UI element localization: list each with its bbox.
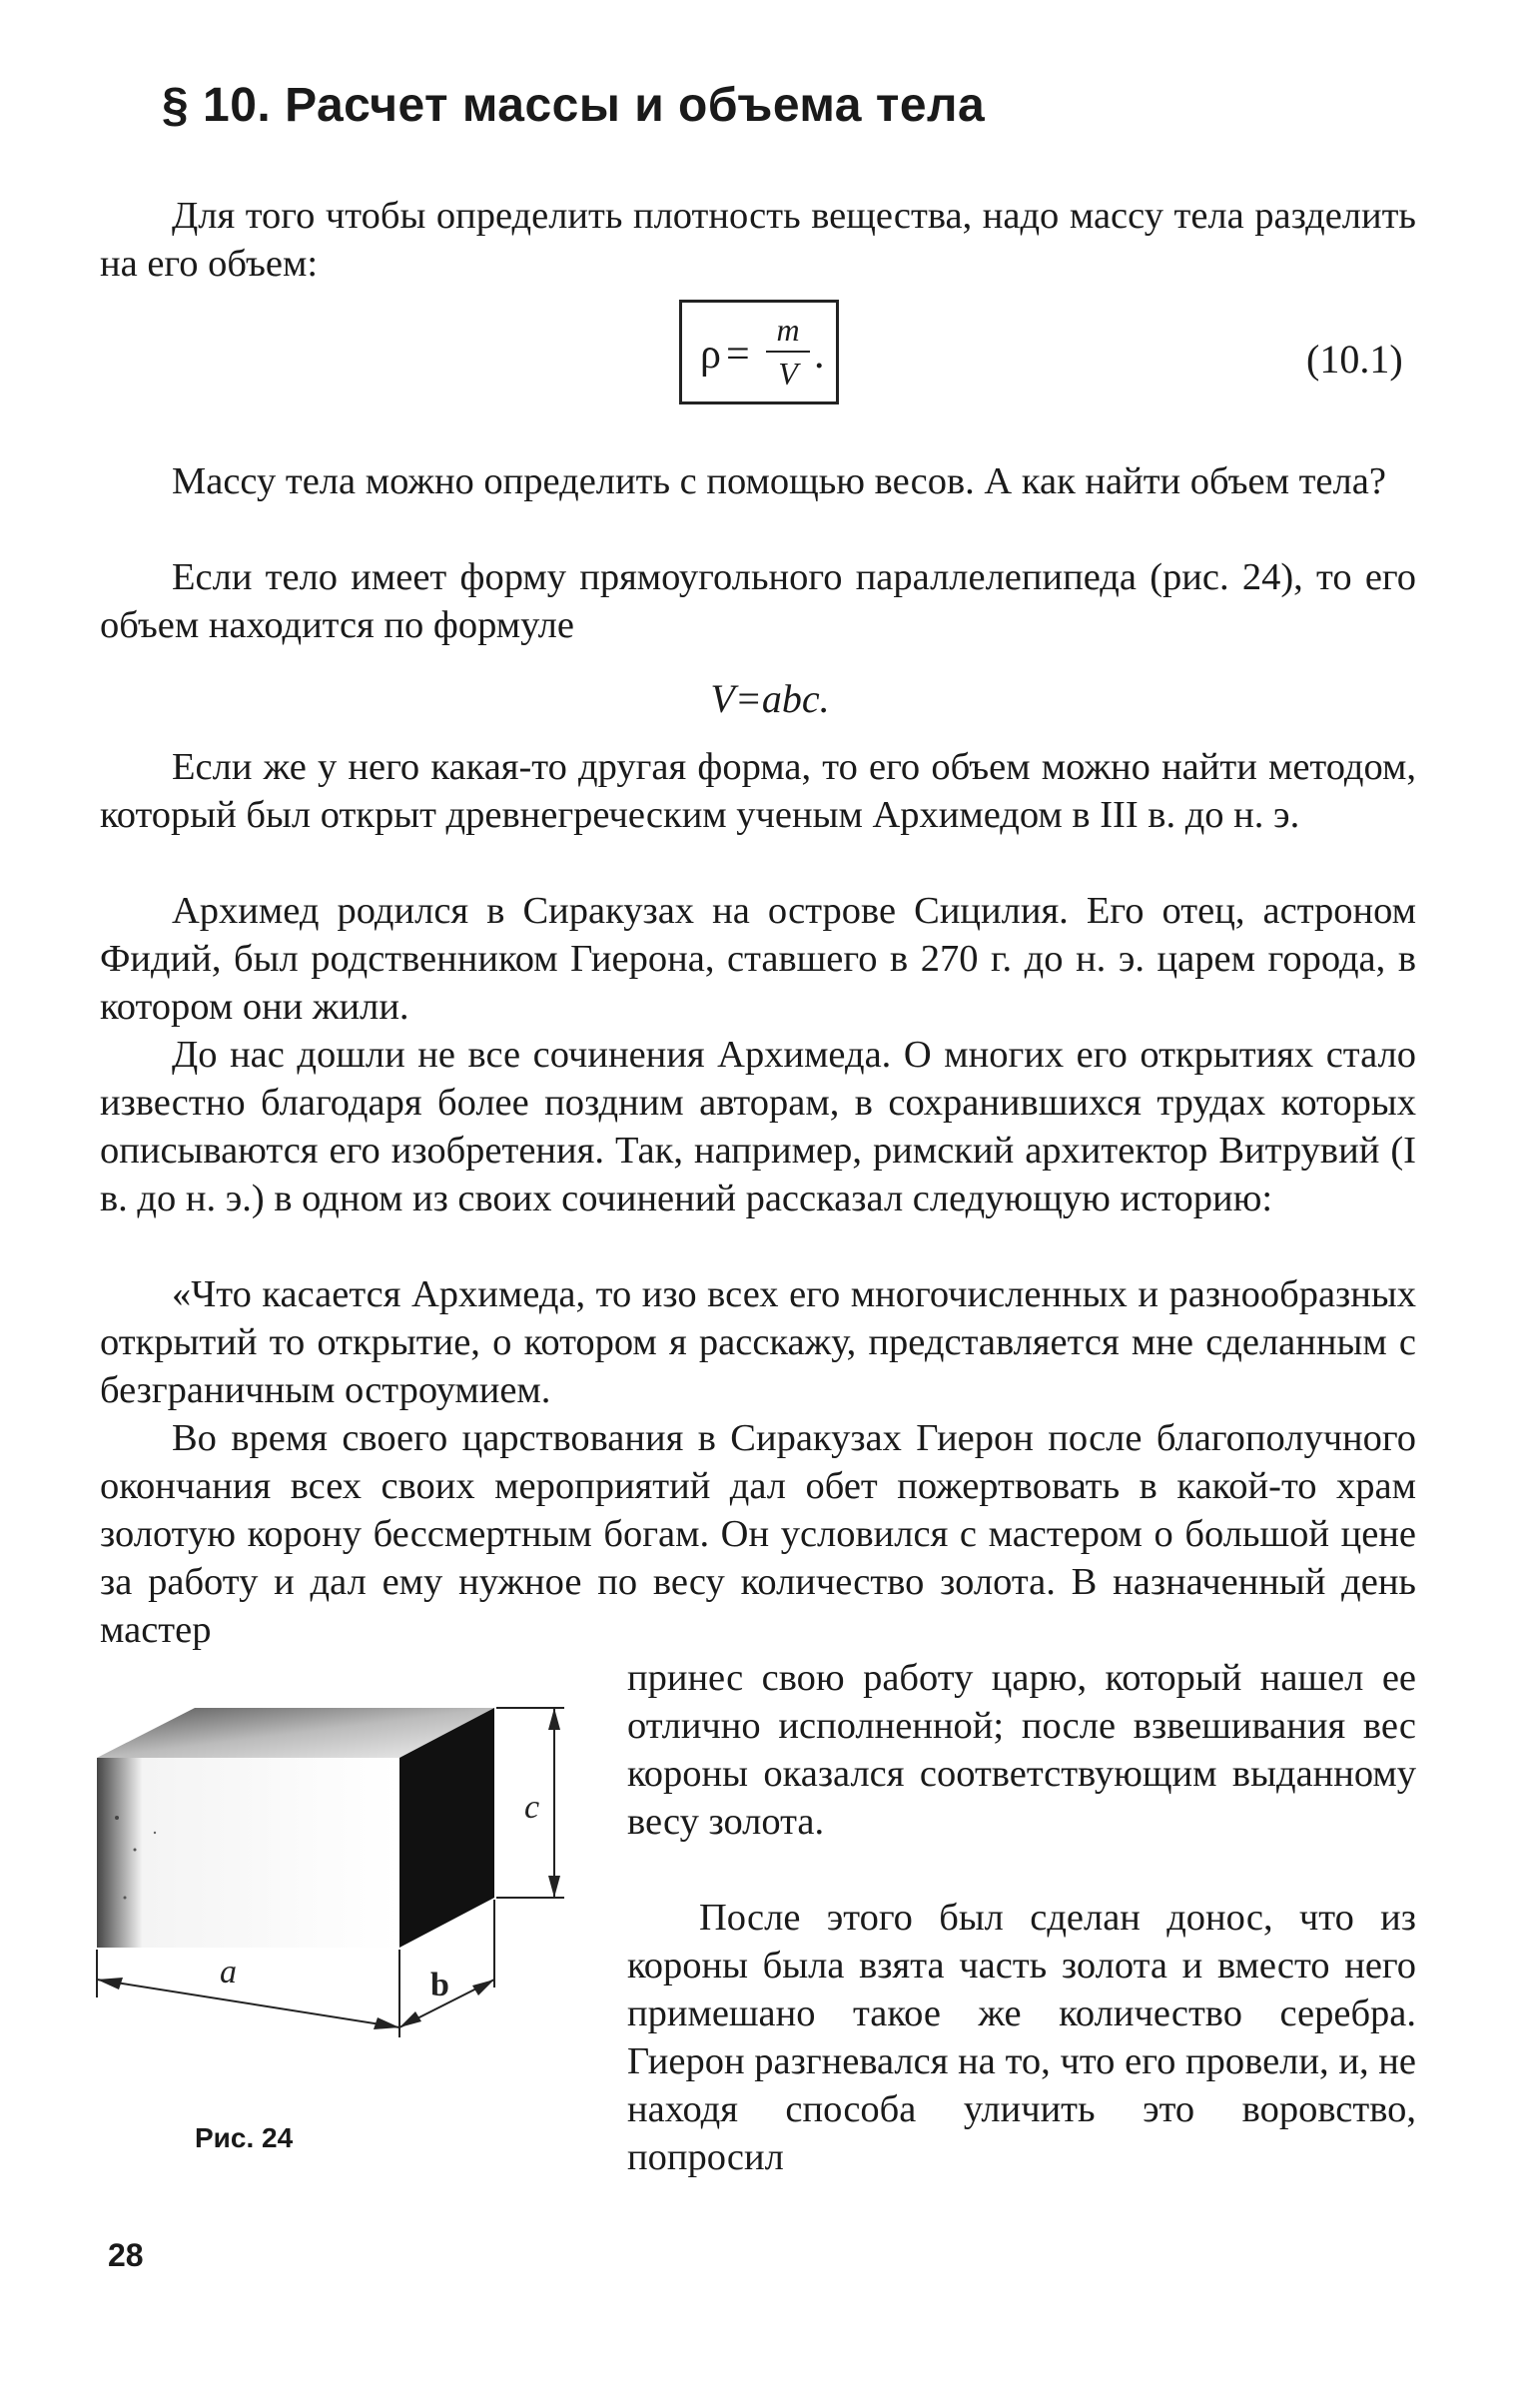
section-title: § 10. Расчет массы и объема тела [162,79,986,132]
fraction-bar [766,351,810,353]
paragraph-density-intro: Для того чтобы определить плотность вещества, надо массу тела разделить на его объем: [100,195,1416,285]
figure-caption: Рис. 24 [195,2122,294,2153]
formula-rho: ρ [700,332,721,378]
paragraph-denunciation: После этого был сделан донос, что из короны была взята часть золота и вместо него примешано такое же количество серебра. Гиерон разгневался на то, что его провели, и, не находя способа уличить это воровство, попросил [627,1897,1416,2178]
box-front-face [97,1758,399,1948]
formula-fraction [766,311,810,393]
paragraph-mass-question: Массу тела можно определить с помощью весов. А как найти объем тела? [172,460,1386,502]
paragraph-archimedes-birth: Архимед родился в Сиракузах на острове Сицилия. Его отец, астроном Фидий, был родственником Гиерона, ставшего в 270 г. до н. э. царем города, в котором они жили. [100,890,1416,1028]
label-b: b [430,1967,449,2003]
paragraph-hieron-crown: Во время своего царствования в Сиракузах Гиерон после благополучного окончания всех своих мероприятий дал обет пожертвовать в какой-то храм золотую корону бессмертным богам. Он условился с мастером о большой цене за работу и дал ему нужное по весу количество золота. В назначенный день мастер [100,1417,1416,1651]
dimension-line-a [97,1980,399,2027]
parallelepiped-figure [95,1688,614,2117]
formula-equals: = [726,332,750,378]
paragraph-crown-delivered: принес свою работу царю, который нашел ее отлично исполненной; после взвешивания вес короны оказался соответствующим выданному весу золота. [627,1657,1416,1843]
paragraph-other-shape: Если же у него какая-то другая форма, то его объем можно найти методом, который был открыт древнегреческим ученым Архимедом в III в. до н. э. [100,746,1416,836]
paragraph-parallelepiped: Если тело имеет форму прямоугольного параллелепипеда (рис. 24), то его объем находится по формуле [100,556,1416,646]
paragraph-writings: До нас дошли не все сочинения Архимеда. О многих его открытиях стало известно благодаря более поздним авторам, в сохранившихся трудах которых описываются его изобретения. Так, например, римский архитектор Витрувий (I в. до н. э.) в одном из своих сочинений рассказал следующую историю: [100,1034,1416,1219]
label-a: a [220,1954,237,1991]
paragraph-quote-start: «Что касается Архимеда, то изо всех его многочисленных и разнообразных открытий то открытие, о котором я расскажу, представляется мне сделанным с безграничным остроумием. [100,1273,1416,1411]
formula-denominator: V [778,356,798,392]
formula-dot: . [814,332,825,378]
volume-formula: V=abc. [710,676,830,721]
density-formula-box [679,300,839,404]
page-number: 28 [108,2237,144,2273]
label-c: c [524,1789,540,1826]
equation-number: (10.1) [1306,337,1403,382]
formula-numerator: m [776,312,800,348]
